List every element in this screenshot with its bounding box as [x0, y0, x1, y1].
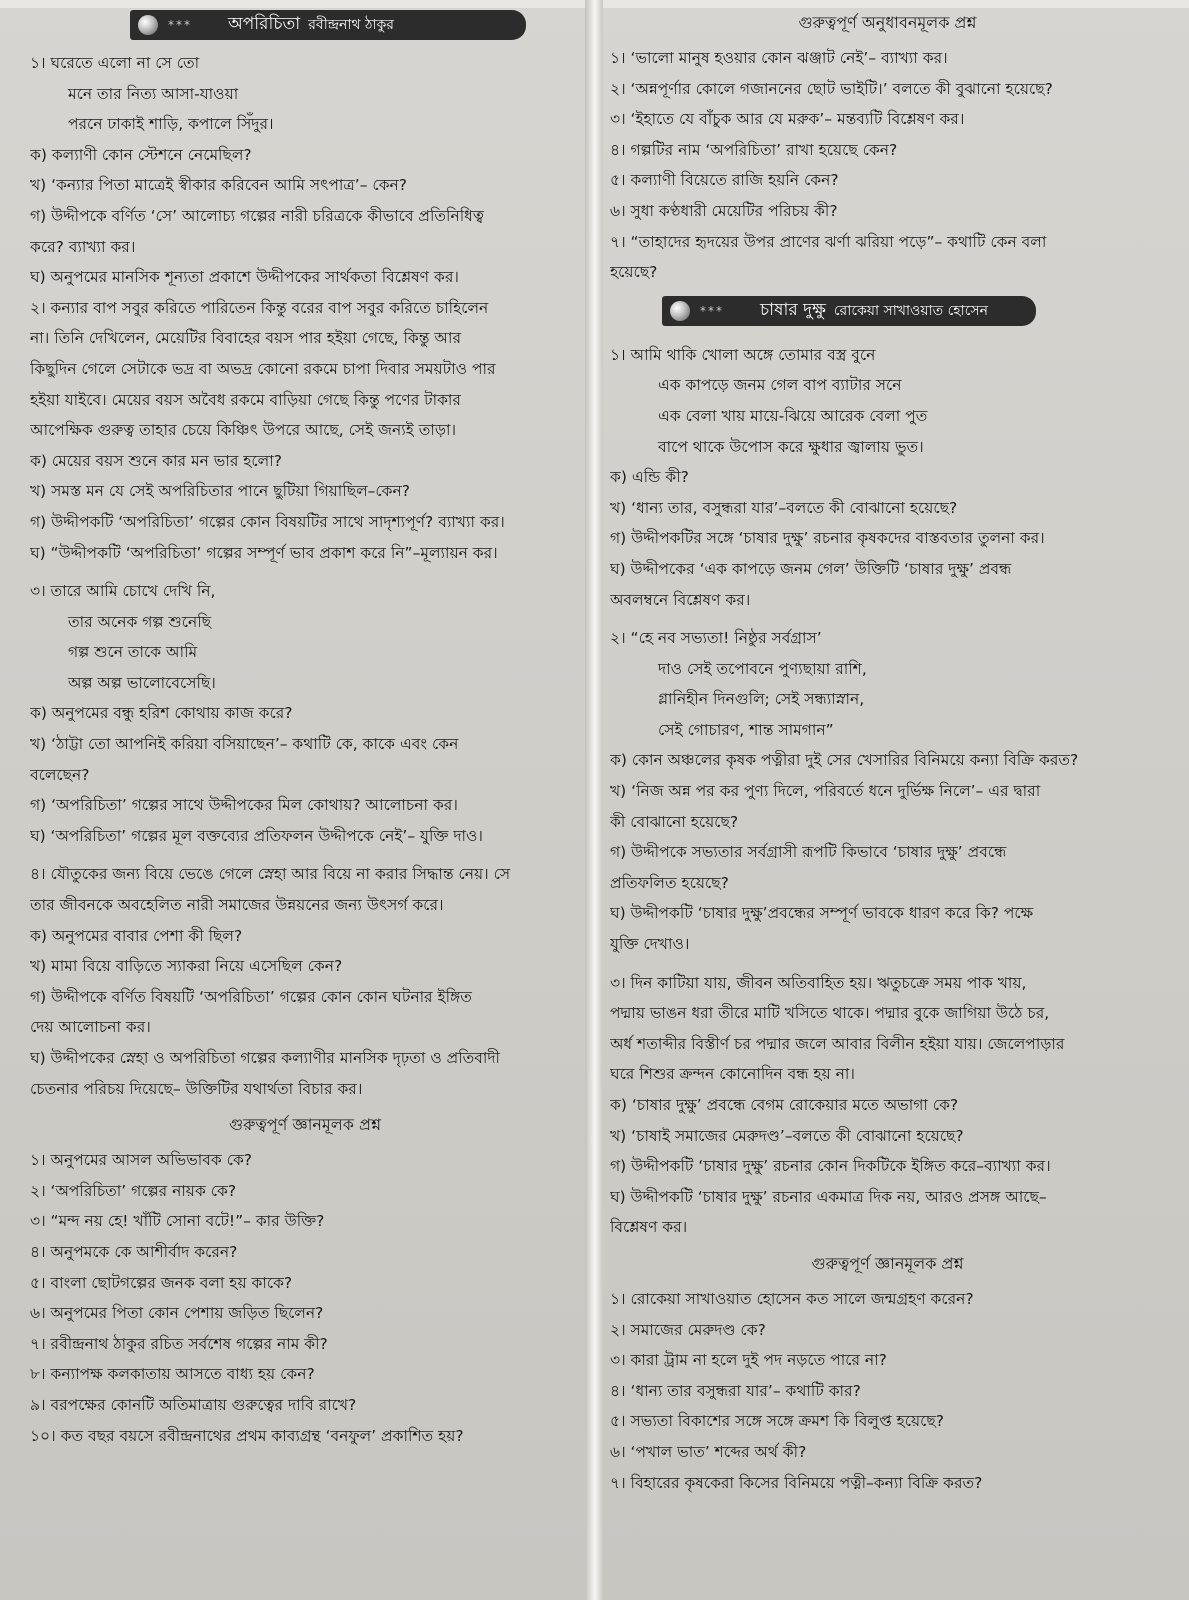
- text-line: ঘ) উদ্দীপকটি ‘চাষার দুক্ষু’ রচনার একমাত্র দিক নয়, আরও প্রসঙ্গ আছে–: [610, 1187, 1047, 1206]
- text-line: প্রতিফলিত হয়েছে?: [610, 873, 729, 892]
- chapter-banner-chashar-dukkhu: [662, 296, 1036, 326]
- text-line: ৫। বাংলা ছোটগল্পের জনক বলা হয় কাকে?: [30, 1273, 293, 1292]
- text-line: কী বোঝানো হয়েছে?: [610, 812, 739, 831]
- text-line: ক) ‘চাষার দুক্ষু’ প্রবন্ধে বেগম রোকেয়ার মতে অভাগা কে?: [610, 1096, 959, 1114]
- circle-bullet-icon: [670, 301, 690, 321]
- question-block: [30, 293, 580, 568]
- text-line: ৬। ‘পখাল ভাত’ শব্দের অর্থ কী?: [610, 1442, 807, 1461]
- text-line: ৫। কল্যাণী বিয়েতে রাজি হয়নি কেন?: [610, 171, 839, 190]
- text-line: ২। সমাজের মেরুদণ্ড কে?: [610, 1320, 766, 1339]
- text-line: ২। কন্যার বাপ সবুর করিতে পারিতেন কিন্তু বরের বাপ সবুর করিতে চাহিলেন: [30, 298, 489, 317]
- text-line: ৭। “তাহাদের হৃদয়ের উপর প্রাণের ঝর্ণা ঝরিয়া পড়ে”– কথাটি কেন বলা: [610, 232, 1047, 251]
- text-line: খ) ‘চাষাই সমাজের মেরুদণ্ড’–বলতে কী বোঝানো হয়েছে?: [610, 1126, 964, 1145]
- text-line: খ) ‘ধান্য তার, বসুন্ধরা যার’–বলতে কী বোঝানো হয়েছে?: [610, 498, 958, 517]
- text-line: বলেছেন?: [30, 765, 90, 784]
- text-line: ৪। যৌতুকের জন্য বিয়ে ভেঙে গেলে স্নেহা আর বিয়ে না করার সিদ্ধান্ত নেয়। সে: [30, 865, 511, 884]
- text-line: গ) ‘অপরিচিতা’ গল্পের সাথে উদ্দীপকের মিল কোথায়? আলোচনা কর।: [30, 796, 458, 815]
- stars-ornament: ***: [168, 18, 192, 32]
- text-line: খ) ‘ঠাট্টা তো আপনিই করিয়া বসিয়াছেন’– কথাটি কে, কাকে এবং কেন: [30, 735, 459, 754]
- text-line: ঘ) উদ্দীপকের ‘এক কাপড়ে জনম গেল’ উক্তিটি ‘চাষার দুক্ষু’ প্রবন্ধ: [610, 559, 1012, 578]
- text-line: ৫। সভ্যতা বিকাশের সঙ্গে সঙ্গে ক্রমশ কি বিলুপ্ত হয়েছে?: [610, 1412, 944, 1431]
- text-line: ১০। কত বছর বয়সে রবীন্দ্রনাথের প্রথম কাব্যগ্রন্থ ‘বনফুল’ প্রকাশিত হয়?: [30, 1426, 464, 1445]
- text-line: অল্প অল্প ভালোবেসেছি।: [68, 673, 216, 692]
- text-line: ১। আমি থাকি খোলা অঙ্গে তোমার বস্ত্র বুনে: [610, 345, 876, 364]
- spacer: [610, 615, 1165, 623]
- question-block: [30, 48, 580, 140]
- text-line: ৭। বিহারের কৃষকেরা কিসের বিনিময়ে পত্নী–কন্যা বিক্রি করত?: [610, 1473, 983, 1492]
- question-block: [30, 698, 580, 851]
- question-block: [30, 140, 580, 293]
- text-line: তার অনেক গল্প শুনেছি: [68, 612, 212, 631]
- text-line: ৪। গল্পটির নাম ‘অপরিচিতা’ রাখা হয়েছে কেন?: [610, 140, 898, 159]
- chapter-author: রবীন্দ্রনাথ ঠাকুর: [308, 17, 394, 33]
- text-line: বাপে থাকে উপোস করে ক্ষুধার জ্বালায় ভুত।: [658, 437, 924, 456]
- text-line: ঘ) অনুপমের মানসিক শূন্যতা প্রকাশে উদ্দীপকের সার্থকতা বিশ্লেষণ কর।: [30, 268, 459, 287]
- text-line: এক কাপড়ে জনম গেল বাপ ব্যাটার সনে: [658, 376, 902, 395]
- text-line: আপেক্ষিক গুরুত্ব তাহার চেয়ে কিঞ্চিৎ উপরে আছে, সেই জন্যই তাড়া।: [30, 421, 456, 440]
- question-block: [610, 968, 1165, 1243]
- question-block: [610, 340, 1165, 462]
- text-line: বিশ্লেষণ কর।: [610, 1218, 688, 1237]
- text-line: ক) এন্ডি কী?: [610, 468, 689, 487]
- text-line: ১। রোকেয়া সাখাওয়াত হোসেন কত সালে জন্মগ্রহণ করেন?: [610, 1289, 974, 1308]
- text-line: ঘ) “উদ্দীপকটি ‘অপরিচিতা’ গল্পের সম্পূর্ণ ভাব প্রকাশ করে নি”–মূল্যায়ন কর।: [30, 543, 498, 562]
- text-line: গ) উদ্দীপকটির সঙ্গে ‘চাষার দুক্ষু’ রচনার কৃষকদের বাস্তবতার তুলনা কর।: [610, 529, 1045, 548]
- left-column: [30, 10, 580, 1451]
- text-line: ৮। কন্যাপক্ষ কলকাতায় আসতে বাধ্য হয় কেন?: [30, 1365, 315, 1384]
- text-line: খ) ‘কন্যার পিতা মাত্রেই স্বীকার করিবেন আমি সৎপাত্র’– কেন?: [30, 176, 408, 195]
- text-line: ক) অনুপমের বাবার পেশা কী ছিল?: [30, 926, 243, 945]
- text-line: দাও সেই তপোবনে পুণ্যছায়া রাশি,: [658, 659, 867, 678]
- chapter-banner-oporichita: [130, 10, 526, 40]
- text-line: অর্ধ শতাব্দীর বিস্তীর্ণ চর পদ্মার জলে আবার বিলীন হইয়া যায়। জেলেপাড়ার: [610, 1034, 1065, 1053]
- text-line: ১। ঘরেতে এলো না সে তো: [30, 54, 200, 72]
- text-line: মনে তার নিত্য আসা-যাওয়া: [68, 84, 239, 103]
- text-line: পদ্মায় ভাঙন ধরা তীরে মাটি খসিতে থাকে। পদ্মার বুকে জাগিয়া উঠে চর,: [610, 1004, 1050, 1023]
- text-line: না। তিনি দেখিলেন, মেয়েটির বিবাহের বয়স পার হইয়া গেছে, কিন্তু আর: [30, 329, 461, 348]
- text-line: ৬। অনুপমের পিতা কোন পেশায় জড়িত ছিলেন?: [30, 1304, 324, 1323]
- text-line: ক) কোন অঞ্চলের কৃষক পত্নীরা দুই সের খেসারির বিনিময়ে কন্যা বিক্রি করত?: [610, 751, 1079, 770]
- text-line: দেয় আলোচনা কর।: [30, 1018, 151, 1037]
- question-block: [610, 745, 1165, 959]
- text-line: গ) উদ্দীপকে সভ্যতার সর্বগ্রাসী রূপটি কিভাবে ‘চাষার দুক্ষু’ প্রবন্ধে: [610, 843, 1007, 862]
- text-line: কিছুদিন গেলে সেটাকে ভদ্র বা অভদ্র কোনো রকমে চাপা দিবার সময়টাও পার: [30, 359, 496, 378]
- comprehension-heading: গুরুত্বপূর্ণ অনুধাবনমূলক প্রশ্ন: [798, 13, 977, 32]
- text-line: ৩। দিন কাটিয়া যায়, জীবন অতিবাহিত হয়। ঋতুচক্রে সময় পাক খায়,: [610, 973, 1027, 992]
- text-line: ২। ‘অপরিচিতা’ গল্পের নায়ক কে?: [30, 1181, 237, 1200]
- text-line: ২। “হে নব সভ্যতা! নিষ্ঠুর সর্বগ্রাস’: [610, 629, 822, 648]
- spacer: [30, 851, 580, 859]
- stars-ornament: ***: [700, 303, 724, 318]
- text-line: হইয়া যাইবে। মেয়ের বয়স অবৈধ রকমে বাড়িয়া গেছে কিন্তু পণের টাকার: [30, 390, 461, 409]
- text-line: ৩। তারে আমি চোখে দেখি নি,: [30, 582, 216, 601]
- right-column: [610, 10, 1165, 1498]
- spacer: [610, 960, 1165, 968]
- text-line: ১। অনুপমের আসল অভিভাবক কে?: [30, 1151, 253, 1170]
- text-line: ঘরে শিশুর ক্রন্দন কোনোদিন বন্ধ হয় না।: [610, 1065, 855, 1084]
- knowledge-questions: [610, 1284, 1165, 1498]
- text-line: খ) সমস্ত মন যে সেই অপরিচিতার পানে ছুটিয়া গিয়াছিল–কেন?: [30, 482, 411, 501]
- chapter-title: চাষার দুক্ষু: [760, 299, 826, 320]
- text-line: অবলম্বনে বিশ্লেষণ কর।: [610, 590, 751, 609]
- comprehension-questions: [610, 43, 1165, 288]
- knowledge-heading: গুরুত্বপূর্ণ জ্ঞানমূলক প্রশ্ন: [811, 1253, 964, 1273]
- text-line: ক) মেয়ের বয়স শুনে কার মন ভার হলো?: [30, 451, 282, 470]
- text-line: পরনে ঢাকাই শাড়ি, কপালে সিঁদুর।: [68, 115, 274, 134]
- text-line: গ) উদ্দীপকে বর্ণিত ‘সে’ আলোচ্য গল্পের নারী চরিত্রকে কীভাবে প্রতিনিধিত্ব: [30, 206, 484, 225]
- chapter-author: রোকেয়া সাখাওয়াত হোসেন: [833, 302, 988, 319]
- text-line: ৪। ‘ধান্য তার বসুন্ধরা যার’– কথাটি কার?: [610, 1381, 861, 1400]
- question-block: [30, 576, 580, 698]
- text-line: সেই গোচারণ, শান্ত সামগান”: [658, 720, 834, 739]
- text-line: ক) অনুপমের বন্ধু হরিশ কোথায় কাজ করে?: [30, 704, 293, 723]
- text-line: গ) উদ্দীপকটি ‘অপরিচিতা’ গল্পের কোন বিষয়টির সাথে সাদৃশ্যপূর্ণ? ব্যাখ্যা কর।: [30, 512, 505, 531]
- text-line: এক বেলা খায় মায়ে-ঝিয়ে আরেক বেলা পুত: [658, 406, 928, 425]
- text-line: হয়েছে?: [610, 263, 658, 282]
- text-line: ৭। রবীন্দ্রনাথ ঠাকুর রচিত সর্বশেষ গল্পের নাম কী?: [30, 1334, 328, 1353]
- text-line: গল্প শুনে তাকে আমি: [68, 643, 198, 662]
- text-line: গ) উদ্দীপকে বর্ণিত বিষয়টি ‘অপরিচিতা’ গল্পের কোন কোন ঘটনার ইঙ্গিত: [30, 987, 472, 1006]
- text-line: যুক্তি দেখাও।: [610, 935, 690, 954]
- knowledge-questions: [30, 1145, 580, 1451]
- creative-questions: [610, 340, 1165, 1243]
- text-line: গ্লানিহীন দিনগুলি; সেই সন্ধ্যাস্নান,: [658, 690, 865, 709]
- knowledge-heading: গুরুত্বপূর্ণ জ্ঞানমূলক প্রশ্ন: [228, 1115, 382, 1135]
- text-line: খ) মামা বিয়ে বাড়িতে স্যাকরা নিয়ে এসেছিল কেন?: [30, 957, 343, 976]
- text-line: ঘ) ‘অপরিচিতা’ গল্পের মূল বক্তব্যের প্রতিফলন উদ্দীপকে নেই’– যুক্তি দাও।: [30, 826, 483, 845]
- text-line: খ) ‘নিজ অন্ন পর কর পুণ্য দিলে, পরিবর্তে ধনে দুর্ভিক্ষ নিলে’– এর দ্বারা: [610, 782, 1041, 801]
- text-line: ৪। অনুপমকে কে আশীর্বাদ করেন?: [30, 1242, 238, 1261]
- text-line: ৯। বরপক্ষের কোনটি অতিমাত্রায় গুরুত্বের দাবি রাখে?: [30, 1395, 357, 1414]
- text-line: ঘ) উদ্দীপকটি ‘চাষার দুক্ষু’প্রবন্ধের সম্পূর্ণ ভাবকে ধারণ করে কি? পক্ষে: [610, 904, 1034, 923]
- text-line: চেতনার পরিচয় দিয়েছে– উক্তিটির যথার্থতা বিচার কর।: [30, 1079, 363, 1098]
- text-line: গ) উদ্দীপকটি ‘চাষার দুক্ষু’ রচনার কোন দিকটিকে ইঙ্গিত করে–ব্যাখ্যা কর।: [610, 1157, 1051, 1176]
- text-line: ২। ‘অন্নপূর্ণার কোলে গজাননের ছোট ভাইটি।’ বলতে কী বুঝানো হয়েছে?: [610, 79, 1053, 98]
- circle-bullet-icon: [138, 15, 158, 35]
- spacer: [30, 568, 580, 576]
- question-block: [610, 623, 1165, 745]
- text-line: ৩। কারা ট্রাম না হলে দুই পদ নড়তে পারে না?: [610, 1351, 887, 1370]
- chapter-title: অপরিচিতা: [228, 14, 301, 34]
- book-fold: [585, 0, 603, 1600]
- question-block: [610, 462, 1165, 615]
- text-line: ঘ) উদ্দীপকের স্নেহা ও অপরিচিতা গল্পের কল্যাণীর মানসিক দৃঢ়তা ও প্রতিবাদী: [30, 1049, 500, 1067]
- text-line: ৬। সুধা কণ্ঠধারী মেয়েটির পরিচয় কী?: [610, 201, 838, 220]
- text-line: ক) কল্যাণী কোন স্টেশনে নেমেছিল?: [30, 145, 252, 164]
- creative-questions: [30, 48, 580, 1104]
- text-line: ১। ‘ভালো মানুষ হওয়ার কোন ঝঞ্জাট নেই’– ব্যাখ্যা কর।: [610, 49, 948, 67]
- text-line: করে? ব্যাখ্যা কর।: [30, 237, 136, 256]
- text-line: ৩। “মন্দ নয় হে! খাঁটি সোনা বটে!”– কার উক্তি?: [30, 1212, 325, 1231]
- text-line: তার জীবনকে অবহেলিত নারী সমাজের উন্নয়নের জন্য উৎসর্গ করে।: [30, 896, 444, 915]
- text-line: ৩। ‘ইহাতে যে বাঁচুক আর যে মরুক’– মন্তব্যটি বিশ্লেষণ কর।: [610, 110, 965, 129]
- question-block: [30, 859, 580, 1104]
